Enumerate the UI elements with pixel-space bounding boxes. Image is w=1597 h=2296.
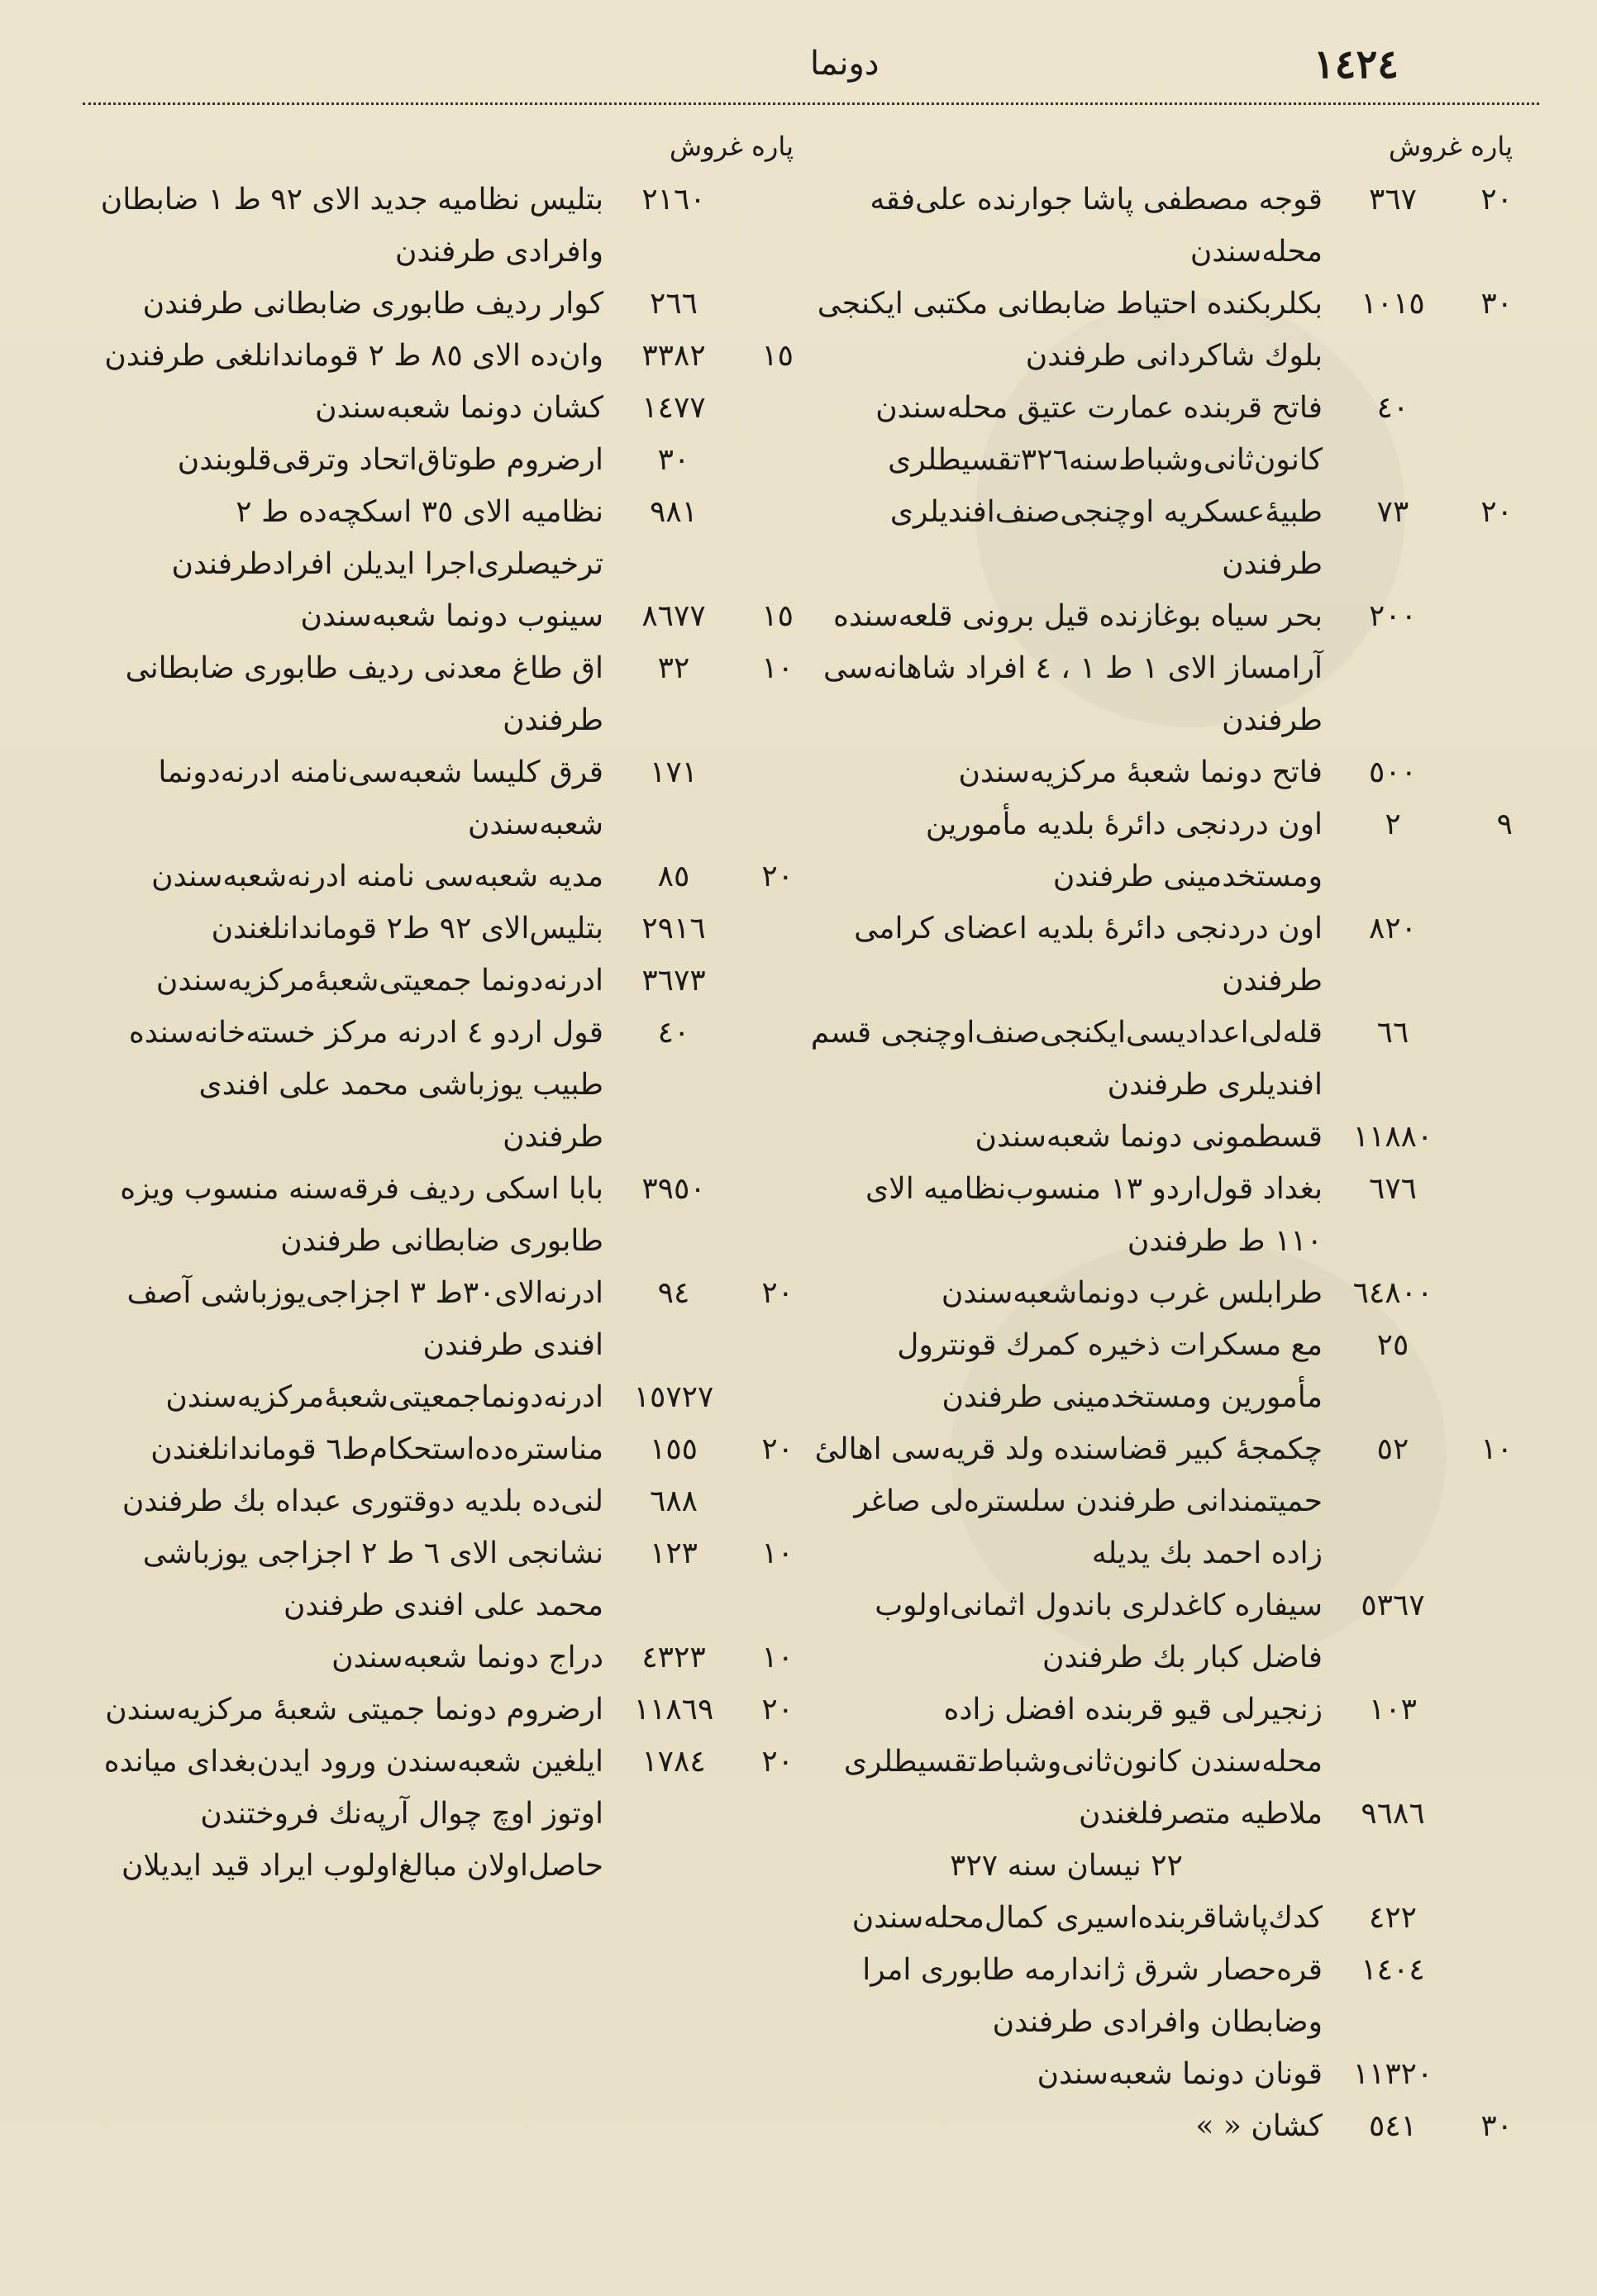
gurush-amount: ٥٢ <box>1376 1432 1409 1466</box>
para-amount <box>1455 1007 1513 1059</box>
gurush-amount: ٤٠ <box>657 1016 690 1050</box>
amount <box>603 850 794 903</box>
gurush-amount: ١١٨٦٩ <box>633 1693 714 1727</box>
entry-description: كشان « » <box>1195 2109 1323 2143</box>
amount <box>603 1684 794 1736</box>
para-amount <box>736 434 794 486</box>
entry-description: سيفاره كاغدلرى باندول اثمانى‌اولوب فاضل كبار بك طرفندن <box>875 1589 1323 1674</box>
gurush-amount: ٣٣٨٢ <box>641 339 706 373</box>
amount <box>1323 486 1513 538</box>
gurush-amount: ٨٥ <box>657 860 690 893</box>
amount <box>1323 1944 1513 1996</box>
entry-description: بغداد قول‌اردو ١٣ منسوب‌نظاميه الاى ١١٠ ط طرفندن <box>865 1172 1323 1258</box>
para-amount: ٣٠ <box>1480 2109 1513 2143</box>
amount <box>1323 1788 1513 1840</box>
entry-description: فاتح دونما شعبهٔ مركزيه‌سندن <box>958 755 1323 789</box>
amount <box>603 1163 794 1215</box>
gurush-amount: ٥٤١ <box>1368 2109 1417 2143</box>
ledger-entry <box>810 1267 1513 1319</box>
ledger-entry <box>810 1892 1513 1944</box>
para-amount <box>1455 1684 1513 1736</box>
amount <box>603 1631 794 1684</box>
ledger-entry <box>810 2048 1513 2100</box>
ledger-entry <box>810 1163 1513 1267</box>
amount <box>1323 1892 1513 1944</box>
entry-description: قله‌لى‌اعداديسى‌ايكنجى‌صنف‌اوچنجى قسم افنديلرى طرفندن <box>810 1016 1323 1102</box>
entry-description: طرابلس غرب دونماشعبه‌سندن <box>941 1276 1323 1310</box>
ledger-entry <box>91 434 794 486</box>
para-amount <box>1455 746 1513 798</box>
amount <box>603 486 794 538</box>
left-column <box>91 124 794 2240</box>
gurush-amount: ٥٣٦٧ <box>1361 1589 1425 1622</box>
amount <box>603 903 794 955</box>
ledger-entry <box>91 1371 794 1423</box>
gurush-amount: ٣٢ <box>657 651 690 685</box>
para-amount: ١٠ <box>1480 1432 1513 1466</box>
ledger-entry <box>91 1267 794 1371</box>
entry-description: قره‌حصار شرق ژاندارمه طابورى امرا وضابطان وافرادى طرفندن <box>862 1953 1323 2039</box>
ledger-entry <box>91 486 794 590</box>
para-amount <box>1455 1944 1513 1996</box>
amount <box>1323 1007 1513 1059</box>
para-amount <box>1455 2048 1513 2100</box>
para-amount <box>1455 590 1513 642</box>
page-header <box>83 33 1514 99</box>
gurush-amount: ٣٦٧ <box>1368 183 1417 217</box>
amount <box>603 1475 794 1527</box>
ledger-entry <box>810 1944 1513 2048</box>
ledger-entry <box>810 1579 1513 1684</box>
para-amount: ٢٠ <box>761 1693 794 1727</box>
para-amount: ١٠ <box>761 1536 794 1570</box>
amount <box>1323 278 1513 330</box>
ledger-entry <box>810 1684 1513 1788</box>
amount <box>603 1527 794 1579</box>
entry-description: سينوب دونما شعبه‌سندن <box>300 599 603 633</box>
ledger-entry <box>91 642 794 746</box>
gurush-amount: ٤٠ <box>1376 391 1409 425</box>
para-amount <box>736 903 794 955</box>
entry-description: قول اردو ٤ ادرنه مركز خسته‌خانه‌سنده طبيب يوزباشى محمد على افندى طرفندن <box>128 1016 603 1154</box>
gurush-amount: ١٤٠٤ <box>1361 1953 1425 1987</box>
ledger-entry <box>91 1163 794 1267</box>
ledger-entry <box>91 1007 794 1163</box>
ledger-entry <box>91 1736 794 1892</box>
para-amount: ١٥ <box>761 599 794 633</box>
amount <box>1323 1423 1513 1475</box>
entry-description: قرق كليسا شعبه‌سى‌نامنه ادرنه‌دونما شعبه‌سندن <box>158 755 603 841</box>
entry-description: نظاميه الاى ٣٥ اسكچه‌ده ط ٢ ترخيصلرى‌اجرا ايديلن افرادطرفندن <box>171 495 603 581</box>
entry-description: ادرنه‌دونما جمعيتى‌شعبهٔ‌مركزيه‌سندن <box>155 964 603 998</box>
entry-description: ادرنه‌الاى٣٠ط ٣ اجزاجى‌يوزباشى آصف افندى طرفندن <box>126 1276 603 1362</box>
ledger-entry <box>810 486 1513 590</box>
para-amount <box>1455 1111 1513 1163</box>
gurush-amount: ١٠٣ <box>1368 1693 1417 1727</box>
entry-description: چكمجهٔ كبير قضاسنده ولد قريه‌سى اهالىٔ حميتمندانى طرفندن سلستره‌لى صاغر زاده احمد بك يديله <box>814 1432 1323 1570</box>
entry-description: كشان دونما شعبه‌سندن <box>315 391 603 425</box>
entry-description: مديه شعبه‌سى نامنه ادرنه‌شعبه‌سندن <box>151 860 603 893</box>
gurush-amount: ١٢٣ <box>649 1536 698 1570</box>
gurush-amount: ٩٨١ <box>649 495 698 529</box>
entry-description: طبيهٔ‌عسكريه اوچنجى‌صنف‌افنديلرى طرفندن <box>889 495 1323 581</box>
date-line: ٢٢ نيسان سنه ٣٢٧ <box>950 1849 1183 1883</box>
entry-description: اون دردنجى دائرهٔ بلديه مأمورين ومستخدمينى طرفندن <box>925 807 1323 893</box>
gurush-amount: ٣٩٥٠ <box>641 1172 706 1206</box>
gurush-amount: ١٧١ <box>649 755 698 789</box>
entry-description: ارضروم طوتاق‌اتحاد وترقى‌قلوبندن <box>177 443 603 477</box>
amount <box>603 590 794 642</box>
ledger-entry <box>810 798 1513 903</box>
para-amount: ٩ <box>1496 807 1513 841</box>
amount <box>1323 174 1513 226</box>
gurush-amount: ٣٠ <box>657 443 690 477</box>
gurush-amount: ٩٦٨٦ <box>1361 1797 1425 1831</box>
gurush-amount: ٥٠٠ <box>1368 755 1417 789</box>
ledger-entry <box>91 955 794 1007</box>
ledger-entry <box>810 1111 1513 1163</box>
amount <box>603 1371 794 1423</box>
para-amount <box>736 955 794 1007</box>
para-amount: ٢٠ <box>761 1276 794 1310</box>
ledger-entry <box>810 2100 1513 2152</box>
ledger-entry <box>91 1631 794 1684</box>
gurush-amount: ٦٤٨٠٠ <box>1352 1276 1433 1310</box>
entry-description: قوجه مصطفى پاشا جوارنده علی‌فقه محله‌سندن <box>870 183 1323 269</box>
amount <box>603 642 794 694</box>
para-amount <box>1455 1892 1513 1944</box>
amount <box>603 382 794 434</box>
amount <box>1323 798 1513 850</box>
ledger-entry <box>91 746 794 850</box>
ledger-entry <box>91 174 794 278</box>
amount <box>1323 746 1513 798</box>
gurush-amount: ٢٦٦ <box>649 287 698 321</box>
entry-description: قونان دونما شعبه‌سندن <box>1037 2057 1323 2091</box>
gurush-amount: ٩٤ <box>657 1276 690 1310</box>
page-number: ١٤٢٤ <box>1313 41 1399 88</box>
entry-description: نشانجى الاى ٦ ط ٢ اجزاجى يوزباشى محمد على افندى طرفندن <box>142 1536 603 1622</box>
gurush-amount: ٦٧٦ <box>1368 1172 1417 1206</box>
ledger-entry <box>91 590 794 642</box>
para-amount <box>1455 1267 1513 1319</box>
para-amount <box>736 486 794 538</box>
gurush-amount: ١٥٧٢٧ <box>633 1380 714 1414</box>
para-amount: ٢٠ <box>1480 495 1513 529</box>
para-amount <box>736 278 794 330</box>
ledger-entry <box>91 382 794 434</box>
entry-description: بتليس نظاميه‌ جديد الاى ٩٢ ط ١ ضابطان وافرادى طرفندن <box>100 183 603 269</box>
amount <box>603 1267 794 1319</box>
gurush-amount: ١٠١٥ <box>1361 287 1425 321</box>
gurush-amount: ٣٦٧٣ <box>641 964 706 998</box>
entry-description: فاتح قربنده عمارت عتيق محله‌سندن كانون‌ثانى‌وشباط‌سنه٣٢٦تقسيطلرى <box>875 391 1323 477</box>
ledger-entry <box>810 903 1513 1007</box>
gurush-amount: ٢ <box>1385 807 1401 841</box>
ledger-entry <box>810 746 1513 798</box>
entry-description: بكلربكنده احتياط ضابطانى مكتبى ايكنجى بلوك شاكردانى طرفندن <box>817 287 1323 373</box>
entry-description: مع مسكرات ذخيره كمرك قونترول مأمورين ومستخدمينى طرفندن <box>897 1328 1323 1414</box>
ledger-entry <box>91 1684 794 1736</box>
amount <box>603 174 794 226</box>
para-amount <box>1455 1163 1513 1215</box>
gurush-amount: ٢٠٠ <box>1368 599 1417 633</box>
amount <box>603 1007 794 1059</box>
ledger-entry <box>91 903 794 955</box>
header-rule <box>83 102 1539 105</box>
para-amount: ٢٠ <box>761 1432 794 1466</box>
amount <box>1323 382 1513 434</box>
gurush-amount: ٢٥ <box>1376 1328 1409 1362</box>
ledger-entry <box>91 850 794 903</box>
ledger-entry <box>810 278 1513 382</box>
gurush-amount: ٤٢٢ <box>1368 1901 1417 1935</box>
entry-description: اون دردنجى دائرهٔ بلديه اعضاى كرامى طرفندن <box>854 912 1323 998</box>
entry-description: دراج دونما شعبه‌سندن <box>331 1641 603 1674</box>
gurush-amount: ١٤٧٧ <box>641 391 706 425</box>
entry-description: ادرنه‌دونماجمعيتى‌شعبهٔ‌مركزيه‌سندن <box>165 1380 603 1414</box>
running-title: دونما <box>810 45 880 83</box>
para-amount: ٢٠ <box>761 860 794 893</box>
entry-description: بابا اسكى رديف فرقه‌سنه منسوب ويزه طابورى ضابطانى طرفندن <box>120 1172 603 1258</box>
ledger-entry <box>810 382 1513 486</box>
ledger-entry <box>810 174 1513 278</box>
ledger-entry <box>91 278 794 330</box>
ledger-entry <box>810 1788 1513 1840</box>
para-amount <box>1455 903 1513 955</box>
gurush-amount: ٧٣ <box>1376 495 1409 529</box>
para-amount <box>736 1163 794 1215</box>
amount <box>1323 1684 1513 1736</box>
entry-description: كوار رديف طابورى ضابطانى طرفندن <box>142 287 603 321</box>
para-amount: ٢٠ <box>761 1745 794 1779</box>
amount <box>603 278 794 330</box>
gurush-amount: ١٥٥ <box>649 1432 698 1466</box>
amount <box>1323 903 1513 955</box>
gurush-amount: ١١٣٢٠ <box>1352 2057 1433 2091</box>
para-amount <box>736 1371 794 1423</box>
column-heading-text: پاره غروش <box>670 131 794 162</box>
gurush-amount: ٤٣٢٣ <box>641 1641 706 1674</box>
para-amount: ٣٠ <box>1480 287 1513 321</box>
amount <box>603 955 794 1007</box>
ledger-entry <box>810 1423 1513 1579</box>
column-heading-text: پاره غروش <box>1389 131 1513 162</box>
entry-description: ايلغين شعبه‌سندن ورود ايدن‌بغداى ميانده اوتوز اوچ چوال آرپه‌نك فروختندن حاصل‌اولان مبالغ‌اولوب ايراد قيد ايديلان <box>103 1745 603 1883</box>
ledger-entry <box>91 1423 794 1475</box>
entry-description: قسطمونى دونما شعبه‌سندن <box>975 1120 1323 1154</box>
amount <box>1323 590 1513 642</box>
entry-description: لنى‌ده بلديه دوقتورى عبداه بك طرفندن <box>122 1484 603 1518</box>
amount <box>1323 1111 1513 1163</box>
para-amount <box>1455 1319 1513 1371</box>
gurush-amount: ١٧٨٤ <box>641 1745 706 1779</box>
gurush-amount: ٢٩١٦ <box>641 912 706 946</box>
entry-description: وان‌ده الاى ٨٥ ط ٢ قوماندانلغى طرفندن <box>104 339 603 373</box>
para-amount <box>736 174 794 226</box>
entry-description: بحر سياه بوغازنده قيل برونى قلعه‌سنده آرامساز الاى ١ ط ١ ، ٤ افراد شاهانه‌سى طرفندن <box>822 599 1323 737</box>
amount <box>603 1423 794 1475</box>
column-heading <box>91 124 794 174</box>
gurush-amount: ٨٢٠ <box>1368 912 1417 946</box>
amount <box>1323 1163 1513 1215</box>
entry-description: ملاطيه متصرفلغندن <box>1079 1797 1323 1831</box>
gurush-amount: ٢١٦٠ <box>641 183 706 217</box>
entry-description: زنجيرلى قيو قربنده افضل زاده محله‌سندن كانون‌ثانى‌وشباط‌تقسيطلرى <box>843 1693 1323 1779</box>
amount <box>1323 1319 1513 1371</box>
ledger-entry <box>91 1475 794 1527</box>
amount <box>1323 2100 1513 2152</box>
para-amount: ١٠ <box>761 1641 794 1674</box>
amount <box>1323 1267 1513 1319</box>
para-amount <box>736 746 794 798</box>
right-column <box>810 124 1513 2240</box>
ledger-entry <box>810 590 1513 746</box>
para-amount: ١٠ <box>761 651 794 685</box>
para-amount <box>736 382 794 434</box>
entry-description: مناستره‌ده‌استحكام‌ط٦ قوماندانلغندن <box>150 1432 603 1466</box>
amount <box>603 434 794 486</box>
para-amount: ١٥ <box>761 339 794 373</box>
amount <box>603 330 794 382</box>
entry-description: بتليس‌الاى ٩٢ ط٢ قوماندانلغندن <box>211 912 603 946</box>
gurush-amount: ٦٦ <box>1376 1016 1409 1050</box>
ledger-entry <box>810 1319 1513 1423</box>
ledger-entry <box>91 330 794 382</box>
ledger-entry <box>810 1840 1513 1892</box>
amount <box>1323 1579 1513 1631</box>
ledger-entry <box>810 1007 1513 1111</box>
entry-description: ارضروم دونما جميتى شعبهٔ مركزيه‌سندن <box>105 1693 603 1727</box>
gurush-amount: ٨٦٧٧ <box>641 599 706 633</box>
amount <box>1323 2048 1513 2100</box>
para-amount <box>1455 1788 1513 1840</box>
entry-description: كدك‌پاشاقربنده‌اسيرى كمال‌محله‌سندن <box>851 1901 1323 1935</box>
para-amount <box>1455 382 1513 434</box>
column-heading <box>810 124 1513 174</box>
para-amount <box>736 1007 794 1059</box>
entry-description: اق طاغ معدنى رديف طابورى ضابطانى طرفندن <box>125 651 603 737</box>
para-amount <box>1455 1579 1513 1631</box>
gurush-amount: ٦٨٨ <box>649 1484 698 1518</box>
gurush-amount: ١١٨٨٠ <box>1352 1120 1433 1154</box>
ledger-entry <box>91 1527 794 1631</box>
amount <box>603 746 794 798</box>
para-amount <box>736 1475 794 1527</box>
amount <box>603 1736 794 1788</box>
para-amount: ٢٠ <box>1480 183 1513 217</box>
